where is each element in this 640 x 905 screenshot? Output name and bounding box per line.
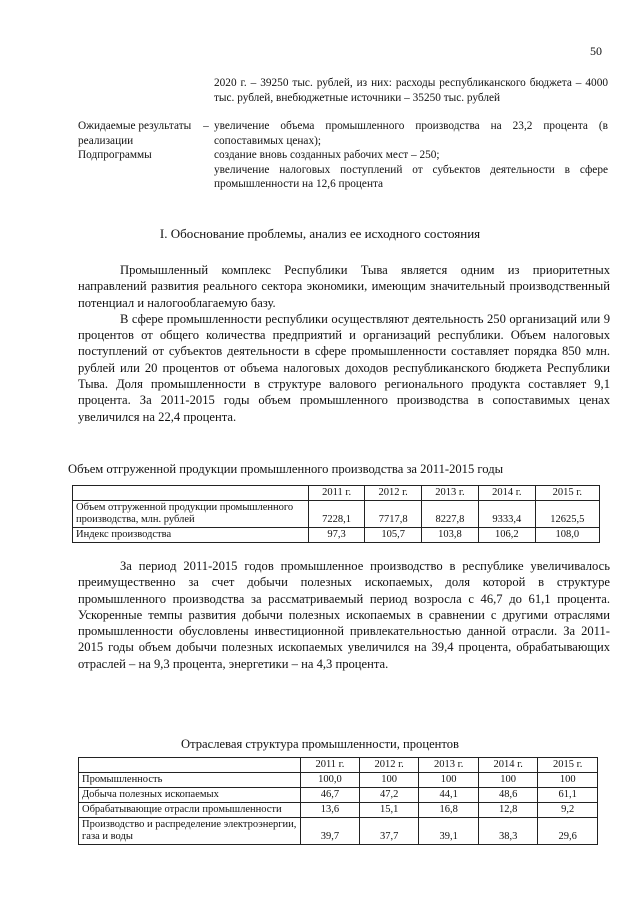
table-header-cell: 2015 г. <box>538 758 598 773</box>
table-row-label: Добыча полезных ископаемых <box>79 788 301 803</box>
table-cell: 105,7 <box>365 528 422 543</box>
table-header-cell: 2011 г. <box>301 758 360 773</box>
table-header-row <box>79 758 598 773</box>
table-row <box>73 528 600 543</box>
table-row-label: Производство и распределение электроэнергии, газа и воды <box>79 818 301 845</box>
table-cell: 15,1 <box>359 803 419 818</box>
passport-results-list <box>214 119 608 192</box>
table-cell: 12625,5 <box>535 501 599 528</box>
table-cell: 37,7 <box>359 818 419 845</box>
table-row-label: Промышленность <box>79 773 301 788</box>
table-cell: 108,0 <box>535 528 599 543</box>
table-row <box>79 773 598 788</box>
table-cell: 7228,1 <box>309 501 365 528</box>
table-cell: 47,2 <box>359 788 419 803</box>
program-passport <box>78 76 608 192</box>
paragraph: За период 2011-2015 годов промышленное производство в республике увеличивалось преимущественно за счет добычи полезных ископаемых, доля которой в структуре промышленного производства за рассматриваемый период возросла с 46,7 до 61,1 процента. Ускоренные темпы развития добычи полезных ископаемых в сравнении с другими отраслями промышленности обусловлены инвестиционной привлекательностью данной отрасли. За 2011-2015 годы объем добычи полезных ископаемых увеличился на 39,4 процента, обрабатывающих отраслей – на 9,3 процента, энергетики – на 4,3 процента. <box>78 559 610 671</box>
table-cell: 48,6 <box>478 788 538 803</box>
table-row-label: Индекс производства <box>73 528 309 543</box>
paragraph: Промышленный комплекс Республики Тыва является одним из приоритетных направлений развития реального сектора экономики, имеющим значительный производственный потенциал и налогооблагаемую базу. <box>78 263 610 310</box>
table-cell: 61,1 <box>538 788 598 803</box>
table-row <box>79 788 598 803</box>
table-cell: 12,8 <box>478 803 538 818</box>
section-title: I. Обоснование проблемы, анализ ее исходного состояния <box>159 226 481 241</box>
table-row <box>73 501 600 528</box>
table-cell: 13,6 <box>301 803 360 818</box>
passport-finance-row <box>78 76 608 105</box>
table-header-cell: 2012 г. <box>365 486 422 501</box>
passport-results-row <box>78 119 608 192</box>
table-cell: 16,8 <box>419 803 479 818</box>
table-cell: 100 <box>478 773 538 788</box>
body-text-analysis <box>78 558 610 672</box>
table-cell: 44,1 <box>419 788 479 803</box>
table-cell: 39,1 <box>419 818 479 845</box>
table-header-cell: 2014 г. <box>478 486 535 501</box>
table-header-cell: 2013 г. <box>422 486 479 501</box>
table-cell: 46,7 <box>301 788 360 803</box>
passport-dash: – <box>203 120 209 132</box>
passport-result-item: создание вновь созданных рабочих мест – 250; <box>214 149 440 161</box>
table1-caption: Объем отгруженной продукции промышленного производства за 2011-2015 годы <box>68 462 504 476</box>
table-header-cell: 2014 г. <box>478 758 538 773</box>
table-cell: 29,6 <box>538 818 598 845</box>
page-number: 50 <box>590 44 602 58</box>
table-cell: 100 <box>359 773 419 788</box>
table-row <box>79 803 598 818</box>
table-header-cell: 2011 г. <box>309 486 365 501</box>
passport-results-label: Ожидаемые результаты реализации Подпрограммы <box>78 120 192 161</box>
table-cell: 106,2 <box>478 528 535 543</box>
body-text-intro <box>78 262 610 425</box>
table-header-cell: 2013 г. <box>419 758 479 773</box>
table-cell: 103,8 <box>422 528 479 543</box>
passport-result-item: увеличение объема промышленного производства на 23,2 процента (в сопоставимых ценах); <box>214 120 608 147</box>
table-cell: 100 <box>538 773 598 788</box>
passport-result-item: увеличение налоговых поступлений от субъектов деятельности в сфере промышленности на 12,6 процента <box>214 163 608 190</box>
shipped-products-table <box>72 485 600 543</box>
paragraph: В сфере промышленности республики осуществляют деятельность 250 организаций или 9 процентов от общего количества предприятий и организаций республики. Объем налоговых поступлений от субъектов деятельности в сфере промышленности составляет порядка 850 млн. рублей или 20 процентов от объема налоговых доходов республиканского бюджета Республики Тыва. Доля промышленности в структуре валового регионального продукта составляет 9,1 процента. За 2011-2015 годы объем промышленного производства в сопоставимых ценах увеличился на 22,4 процента. <box>78 311 610 424</box>
table-header-cell: 2015 г. <box>535 486 599 501</box>
passport-finance-text: 2020 г. – 39250 тыс. рублей, из них: расходы республиканского бюджета – 4000 тыс. рублей, внебюджетные источники – 35250 тыс. рублей <box>214 77 608 104</box>
table-row-label: Обрабатывающие отрасли промышленности <box>79 803 301 818</box>
table-cell: 38,3 <box>478 818 538 845</box>
table-cell: 8227,8 <box>422 501 479 528</box>
table2-caption: Отраслевая структура промышленности, процентов <box>180 737 459 751</box>
table-cell: 9333,4 <box>478 501 535 528</box>
table-cell: 97,3 <box>309 528 365 543</box>
table-header-row <box>73 486 600 501</box>
industry-structure-table <box>78 757 598 845</box>
table-cell: 7717,8 <box>365 501 422 528</box>
table-row <box>79 818 598 845</box>
table-row-label: Объем отгруженной продукции промышленного производства, млн. рублей <box>73 501 309 528</box>
table-cell: 100 <box>419 773 479 788</box>
table-header-cell: 2012 г. <box>359 758 419 773</box>
table-cell: 39,7 <box>301 818 360 845</box>
table-cell: 9,2 <box>538 803 598 818</box>
table-cell: 100,0 <box>301 773 360 788</box>
